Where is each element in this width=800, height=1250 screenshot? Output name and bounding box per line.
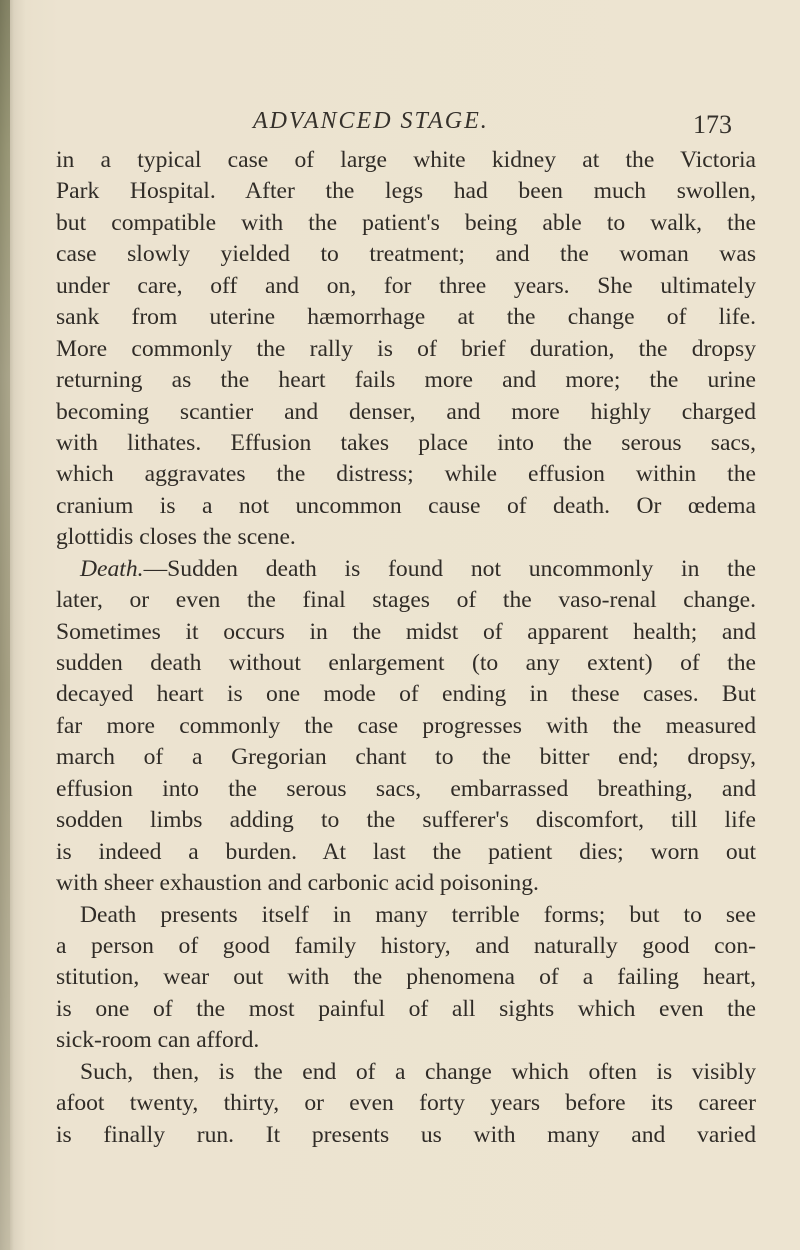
text-line xyxy=(56,1057,756,1088)
text-line xyxy=(56,900,756,931)
text-line xyxy=(56,459,756,490)
text-line xyxy=(56,334,756,365)
binding-edge-shadow xyxy=(0,0,10,1250)
text-line xyxy=(56,774,756,805)
text-run: far more commonly the case progresses with the measured xyxy=(56,712,756,739)
text-run: stitution, wear out with the phenomena of a failing heart, xyxy=(56,964,756,991)
text-line xyxy=(56,428,756,459)
text-run: glottidis closes the scene. xyxy=(56,524,296,551)
text-run: decayed heart is one mode of ending in these cases. But xyxy=(56,681,756,708)
text-run: later, or even the final stages of the vaso-renal change. xyxy=(56,587,756,614)
text-run: effusion into the serous sacs, embarrassed breathing, and xyxy=(56,775,756,802)
text-line xyxy=(56,742,756,773)
text-run: is indeed a burden. At last the patient dies; worn out xyxy=(56,838,756,865)
text-line xyxy=(56,239,756,270)
text-run: is finally run. It presents us with many and varied xyxy=(56,1121,756,1148)
text-line xyxy=(56,837,756,868)
text-run: with lithates. Effusion takes place into the serous sacs, xyxy=(56,429,756,456)
text-run: but compatible with the patient's being able to walk, the xyxy=(56,209,756,236)
text-line xyxy=(56,522,756,553)
text-line xyxy=(56,1025,756,1056)
text-line xyxy=(56,962,756,993)
text-line xyxy=(56,679,756,710)
text-run: is one of the most painful of all sights which even the xyxy=(56,995,756,1022)
text-run: case slowly yielded to treatment; and the woman was xyxy=(56,241,756,268)
text-line xyxy=(56,711,756,742)
text-run: which aggravates the distress; while effusion within the xyxy=(56,461,756,488)
text-run: —Sudden death is found not uncommonly in the xyxy=(143,555,756,582)
text-run: Such, then, is the end of a change which often is visibly xyxy=(80,1058,756,1085)
text-line xyxy=(56,931,756,962)
text-line xyxy=(56,554,756,585)
text-run: a person of good family history, and naturally good con- xyxy=(56,932,756,959)
text-run: Death presents itself in many terrible forms; but to see xyxy=(80,901,756,928)
text-run: More commonly the rally is of brief duration, the dropsy xyxy=(56,335,756,362)
text-run: sick-room can afford. xyxy=(56,1027,260,1054)
text-line xyxy=(56,271,756,302)
text-line xyxy=(56,302,756,333)
text-line xyxy=(56,397,756,428)
body-text xyxy=(56,145,756,1151)
text-run: under care, off and on, for three years. She ultimately xyxy=(56,272,756,299)
page-number: 173 xyxy=(693,110,732,139)
text-line xyxy=(56,617,756,648)
text-line xyxy=(56,994,756,1025)
text-run: afoot twenty, thirty, or even forty years before its career xyxy=(56,1090,756,1117)
text-run: march of a Gregorian chant to the bitter end; dropsy, xyxy=(56,744,756,771)
running-head xyxy=(0,108,800,148)
text-run: Sometimes it occurs in the midst of apparent health; and xyxy=(56,618,756,645)
text-run: returning as the heart fails more and more; the urine xyxy=(56,367,756,394)
section-heading-run: Death. xyxy=(80,555,144,582)
text-line xyxy=(56,208,756,239)
text-run: becoming scantier and denser, and more highly charged xyxy=(56,398,756,425)
text-run: cranium is a not uncommon cause of death. Or œdema xyxy=(56,492,756,519)
text-run: with sheer exhaustion and carbonic acid poisoning. xyxy=(56,870,539,897)
text-line xyxy=(56,868,756,899)
text-line xyxy=(56,1120,756,1151)
text-run: in a typical case of large white kidney at the Victoria xyxy=(56,147,756,173)
text-line xyxy=(56,585,756,616)
text-line xyxy=(56,491,756,522)
text-line xyxy=(56,648,756,679)
text-run: Park Hospital. After the legs had been much swollen, xyxy=(56,178,756,205)
text-line xyxy=(56,145,756,176)
running-title: ADVANCED STAGE. xyxy=(253,108,489,134)
text-run: sank from uterine hæmorrhage at the change of life. xyxy=(56,304,756,331)
text-run: sudden death without enlargement (to any extent) of the xyxy=(56,650,756,676)
text-line xyxy=(56,176,756,207)
text-line xyxy=(56,805,756,836)
text-line xyxy=(56,365,756,396)
text-line xyxy=(56,1088,756,1119)
text-run: sodden limbs adding to the sufferer's discomfort, till life xyxy=(56,807,756,834)
